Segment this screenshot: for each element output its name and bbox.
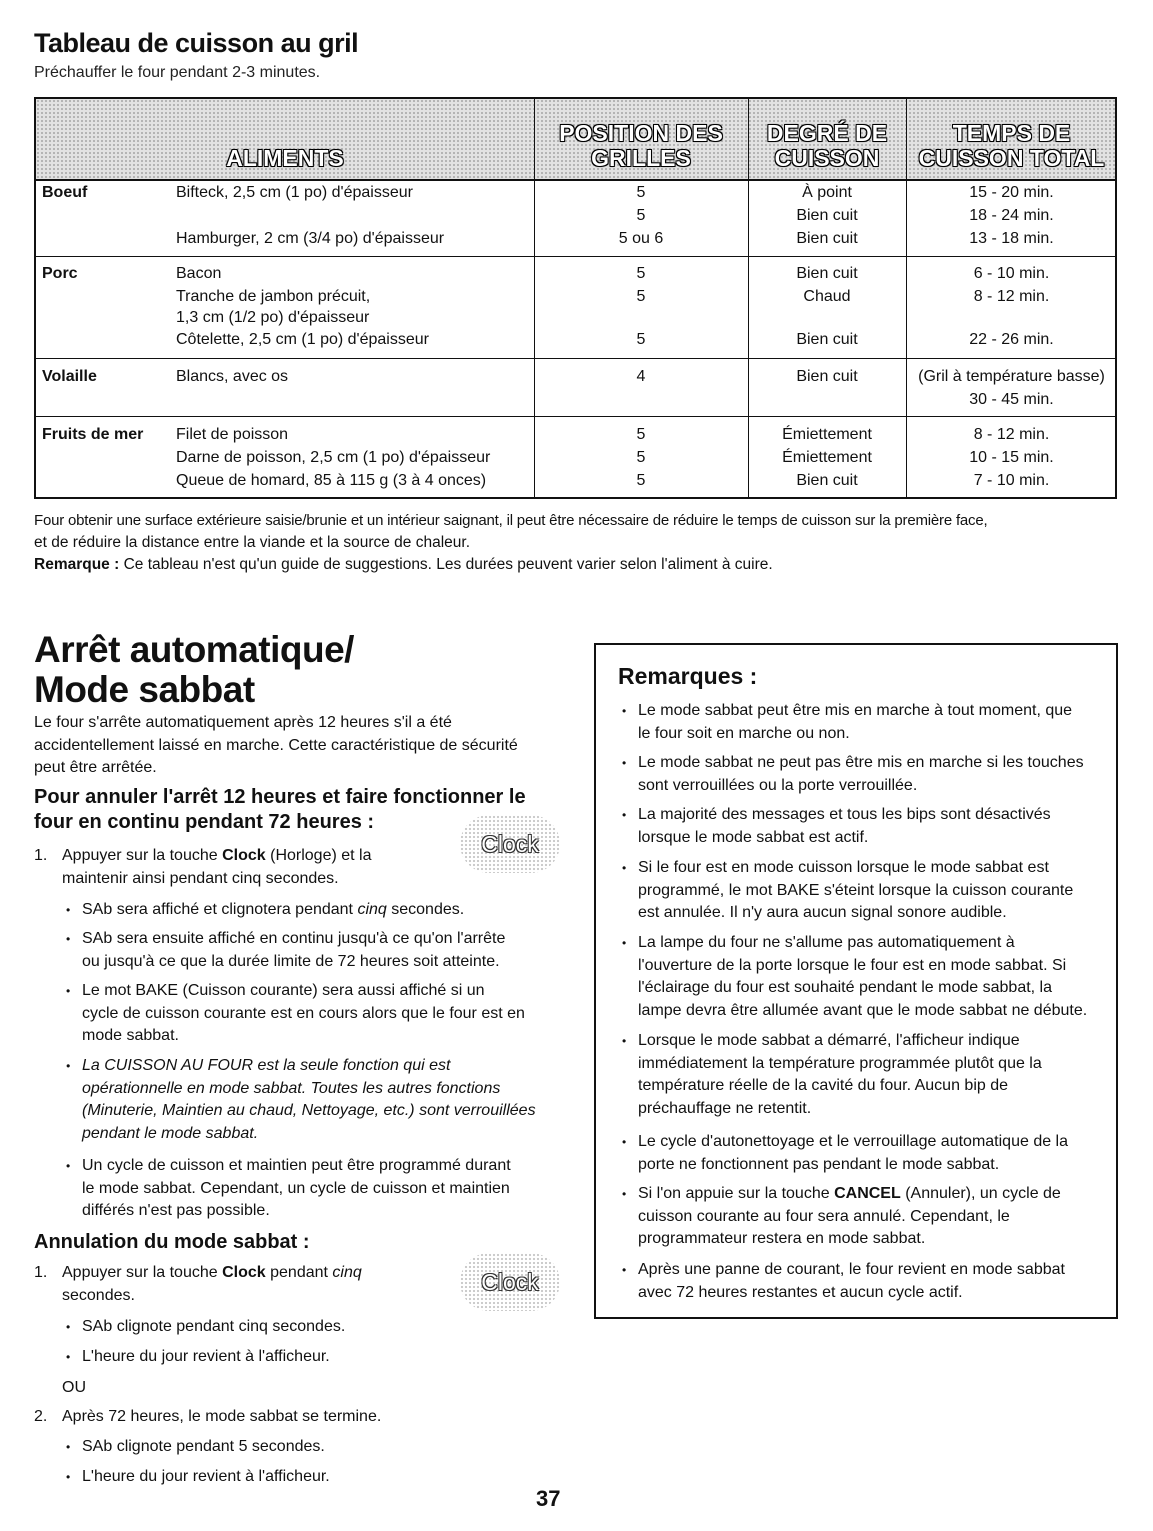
remarques-title: Remarques : bbox=[618, 663, 758, 689]
clock-key-icon: Clock bbox=[460, 815, 560, 873]
list-item: • La CUISSON AU FOUR est la seule fonction qui est opérationnelle en mode sabbat. Toutes les autres fonctions (Minuterie, Maintien au chaud, Nettoyage, etc.) sont verrouillées pendant le mode sabbat. bbox=[82, 1055, 536, 1145]
list-item: • Le mode sabbat ne peut pas être mis en marche si les touches sont verrouillées ou la porte verrouillée. bbox=[638, 752, 1108, 797]
list-item: • SAb sera affiché et clignotera pendant cinq secondes. bbox=[82, 899, 464, 922]
list-item: • SAb sera ensuite affiché en continu jusqu'à ce qu'on l'arrête ou jusqu'à ce que la durée limite de 72 heures soit atteinte. bbox=[82, 928, 505, 973]
list-item: • L'heure du jour revient à l'afficheur. bbox=[82, 1346, 330, 1369]
table-cell: 18 - 24 min. bbox=[969, 207, 1054, 224]
table-cell: Bacon bbox=[176, 265, 222, 282]
subheading-annuler-arret: Pour annuler l'arrêt 12 heures et faire fonctionner le four en continu pendant 72 heures : bbox=[34, 786, 526, 833]
list-item: • La lampe du four ne s'allume pas automatiquement à l'ouverture de la porte lorsque le four est en mode sabbat. Si l'éclairage du four est souhaité pendant le mode sabbat, la lampe devra être allumée avant que le mode sabbat ne débute. bbox=[638, 932, 1108, 1022]
header-temps: TEMPS DE CUISSON TOTAL bbox=[918, 120, 1105, 171]
table-cell: 22 - 26 min. bbox=[969, 331, 1054, 348]
category-boeuf: Boeuf bbox=[42, 184, 88, 201]
table-cell: Filet de poisson bbox=[176, 426, 289, 443]
table-cell: 1,3 cm (1/2 po) d'épaisseur bbox=[176, 309, 370, 326]
category-volaille: Volaille bbox=[42, 368, 97, 385]
step-1-annulation: Appuyer sur la touche Clock pendant cinq secondes. bbox=[62, 1264, 362, 1304]
list-item: • Le mode sabbat peut être mis en marche à tout moment, que le four soit en marche ou non. bbox=[638, 700, 1108, 745]
table-cell: Tranche de jambon précuit, bbox=[176, 288, 371, 305]
step-number: 1. bbox=[34, 1264, 48, 1281]
table-cell: Bien cuit bbox=[796, 472, 858, 489]
table-cell: 5 bbox=[636, 207, 646, 224]
table-cell: 5 bbox=[636, 184, 646, 201]
header-degre: DEGRÉ DE CUISSON bbox=[766, 120, 888, 171]
row-divider bbox=[36, 416, 1115, 417]
section-title: Arrêt automatique/ Mode sabbat bbox=[34, 629, 354, 710]
table-cell: 5 bbox=[636, 288, 646, 305]
header-position: POSITION DES GRILLES bbox=[559, 120, 723, 171]
list-item: • SAb clignote pendant cinq secondes. bbox=[82, 1316, 345, 1339]
table-cell: 13 - 18 min. bbox=[969, 230, 1054, 247]
table-cell: Hamburger, 2 cm (3/4 po) d'épaisseur bbox=[176, 230, 445, 247]
table-cell: Chaud bbox=[803, 288, 851, 305]
list-item: • L'heure du jour revient à l'afficheur. bbox=[82, 1466, 330, 1489]
table-cell: Queue de homard, 85 à 115 g (3 à 4 onces) bbox=[176, 472, 487, 489]
table-cell: 4 bbox=[636, 368, 646, 385]
table-cell: 10 - 15 min. bbox=[969, 449, 1054, 466]
list-item: • La majorité des messages et tous les bips sont désactivés lorsque le mode sabbat est actif. bbox=[638, 804, 1108, 849]
table-cell: 15 - 20 min. bbox=[969, 184, 1054, 201]
table-cell: À point bbox=[802, 184, 852, 201]
table-cell: Bien cuit bbox=[796, 265, 858, 282]
list-item: • Si le four est en mode cuisson lorsque le mode sabbat est programmé, le mot BAKE s'éteint lorsque la cuisson courante est annulée. Il n'y aura aucun signal sonore audible. bbox=[638, 857, 1108, 925]
table-cell: 5 bbox=[636, 331, 646, 348]
step-2-annulation: Après 72 heures, le mode sabbat se termine. bbox=[62, 1408, 382, 1425]
table-cell: Bien cuit bbox=[796, 230, 858, 247]
page-number: 37 bbox=[536, 1486, 561, 1511]
category-fruits-de-mer: Fruits de mer bbox=[42, 426, 144, 443]
table-cell: 5 bbox=[636, 426, 646, 443]
remarques-box bbox=[594, 643, 1118, 1319]
broil-table bbox=[34, 97, 1117, 499]
table-cell: 5 ou 6 bbox=[618, 230, 664, 247]
table-cell: Bien cuit bbox=[796, 207, 858, 224]
table-cell: Bien cuit bbox=[796, 331, 858, 348]
table-cell: (Gril à température basse) bbox=[918, 368, 1105, 385]
table-cell: Bifteck, 2,5 cm (1 po) d'épaisseur bbox=[176, 184, 413, 201]
table-cell: Darne de poisson, 2,5 cm (1 po) d'épaisseur bbox=[176, 449, 491, 466]
step-1: Appuyer sur la touche Clock (Horloge) et la maintenir ainsi pendant cinq secondes. bbox=[62, 847, 372, 887]
table-cell: Côtelette, 2,5 cm (1 po) d'épaisseur bbox=[176, 331, 429, 348]
header-aliments: ALIMENTS bbox=[226, 145, 344, 171]
intro-paragraph: Le four s'arrête automatiquement après 12 heures s'il a été accidentellement laissé en marche. Cette caractéristique de sécurité peut être arrêtée. bbox=[34, 714, 518, 776]
list-item: • Lorsque le mode sabbat a démarré, l'afficheur indique immédiatement la température programmée plutôt que la température réelle de la cavité du four. Aucun bip de préchauffage ne retentit. bbox=[638, 1030, 1108, 1120]
list-item: • Un cycle de cuisson et maintien peut être programmé durant le mode sabbat. Cependant, un cycle de cuisson et maintien différés n'est pas possible. bbox=[82, 1155, 511, 1223]
table-cell: 6 - 10 min. bbox=[973, 265, 1050, 282]
ou-separator: OU bbox=[62, 1379, 86, 1396]
table-cell: Blancs, avec os bbox=[176, 368, 289, 385]
subheading-annulation: Annulation du mode sabbat : bbox=[34, 1231, 310, 1253]
table-cell: 8 - 12 min. bbox=[973, 288, 1050, 305]
clock-key-icon: Clock bbox=[460, 1253, 560, 1311]
list-item: • Après une panne de courant, le four revient en mode sabbat avec 72 heures restantes et aucun cycle actif. bbox=[638, 1259, 1108, 1304]
page-title: Tableau de cuisson au gril bbox=[34, 28, 359, 58]
table-cell: Bien cuit bbox=[796, 368, 858, 385]
table-notes: Four obtenir une surface extérieure saisie/brunie et un intérieur saignant, il peut être nécessaire de réduire le temps de cuisson sur la première face, et de réduire la distance entre la viande et la source de chaleur. Remarque : Ce tableau n'est qu'un guide de suggestions. Les durées peuvent varier selon l'aliment à cuire. bbox=[34, 512, 988, 573]
table-cell: Émiettement bbox=[782, 426, 872, 443]
category-porc: Porc bbox=[42, 265, 78, 282]
list-item: • Le cycle d'autonettoyage et le verrouillage automatique de la porte ne fonctionnent pas pendant le mode sabbat. bbox=[638, 1131, 1108, 1176]
row-divider bbox=[36, 256, 1115, 257]
step-number: 2. bbox=[34, 1408, 48, 1425]
table-cell: 30 - 45 min. bbox=[969, 391, 1054, 408]
list-item: • SAb clignote pendant 5 secondes. bbox=[82, 1436, 325, 1459]
row-divider bbox=[36, 358, 1115, 359]
table-cell: 7 - 10 min. bbox=[973, 472, 1050, 489]
table-cell: 5 bbox=[636, 449, 646, 466]
table-cell: 5 bbox=[636, 472, 646, 489]
step-number: 1. bbox=[34, 847, 48, 864]
table-cell: 8 - 12 min. bbox=[973, 426, 1050, 443]
list-item: • Si l'on appuie sur la touche CANCEL (Annuler), un cycle de cuisson courante au four sera annulé. Cependant, le programmateur restera en mode sabbat. bbox=[638, 1183, 1108, 1251]
table-cell: Émiettement bbox=[782, 449, 872, 466]
table-header bbox=[36, 99, 1115, 181]
page-subtitle: Préchauffer le four pendant 2-3 minutes. bbox=[34, 64, 321, 81]
list-item: • Le mot BAKE (Cuisson courante) sera aussi affiché si un cycle de cuisson courante est en cours alors que le four est en mode sabbat. bbox=[82, 980, 525, 1048]
remarque-label: Remarque : bbox=[34, 556, 120, 573]
table-cell: 5 bbox=[636, 265, 646, 282]
